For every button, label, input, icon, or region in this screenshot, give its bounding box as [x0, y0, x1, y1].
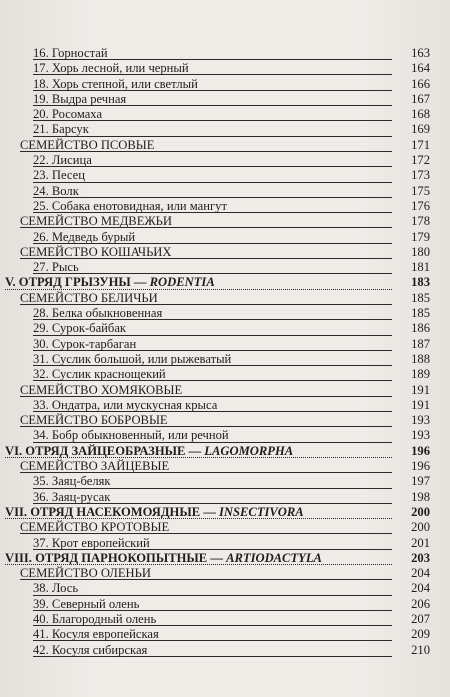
- toc-page-number: 193: [411, 428, 430, 443]
- toc-entry-label: [33, 230, 135, 245]
- toc-family-entry: [0, 245, 450, 260]
- toc-entry-title: СЕМЕЙСТВО МЕДВЕЖЬИ: [20, 214, 172, 229]
- toc-entry-title: СЕМЕЙСТВО ПСОВЫЕ: [20, 137, 155, 152]
- toc-entry-title: 36. Заяц-русак: [33, 489, 111, 504]
- leader-line: [33, 182, 392, 183]
- toc-entry-title: 20. Росомаха: [33, 107, 103, 122]
- toc-order-entry: [0, 551, 450, 566]
- toc-entry-title: 18. Хорь степной, или светлый: [33, 76, 198, 91]
- toc-entry-title: 23. Песец: [33, 168, 85, 183]
- toc-family-entry: [0, 459, 450, 474]
- toc-page-number: 185: [411, 306, 430, 321]
- toc-entry-label: [33, 337, 136, 352]
- leader-line: [33, 197, 392, 198]
- toc-page-number: 180: [411, 244, 430, 259]
- toc-entry: [0, 474, 450, 489]
- toc-page-number: 200: [411, 504, 430, 519]
- toc-entry-label: [33, 490, 110, 505]
- toc-page-number: 168: [411, 107, 430, 122]
- toc-entry-title: 34. Бобр обыкновенный, или речной: [33, 428, 229, 443]
- toc-entry: [0, 199, 450, 214]
- toc-entry: [0, 184, 450, 199]
- toc-page-number: 185: [411, 290, 430, 305]
- toc-order-entry: [0, 444, 450, 459]
- toc-entry-label: [5, 444, 293, 459]
- toc-entry-title: 32. Суслик краснощекий: [33, 367, 166, 382]
- toc-entry-title: 22. Лисица: [33, 153, 92, 168]
- toc-entry-label: [33, 61, 189, 76]
- toc-entry-label: [33, 321, 126, 336]
- toc-page-number: 173: [411, 168, 430, 183]
- toc-order-entry: [0, 275, 450, 290]
- toc-entry: [0, 306, 450, 321]
- toc-page-number: 186: [411, 321, 430, 336]
- toc-entry-title: 17. Хорь лесной, или черный: [33, 61, 189, 76]
- table-of-contents: [0, 46, 450, 658]
- toc-entry-title: VII. ОТРЯД НАСЕКОМОЯДНЫЕ —: [5, 504, 220, 519]
- toc-entry: [0, 612, 450, 627]
- toc-entry: [0, 61, 450, 76]
- toc-entry-label: [33, 306, 162, 321]
- toc-entry-title: 19. Выдра речная: [33, 91, 127, 106]
- toc-entry-title: 21. Барсук: [33, 122, 89, 137]
- toc-entry-label: [5, 275, 215, 290]
- toc-entry-title: 16. Горностай: [33, 46, 108, 60]
- toc-entry: [0, 260, 450, 275]
- toc-page-number: 189: [411, 367, 430, 382]
- toc-entry-title: 24. Волк: [33, 183, 79, 198]
- toc-entry: [0, 92, 450, 107]
- toc-entry: [0, 77, 450, 92]
- toc-page-number: 167: [411, 91, 430, 106]
- toc-entry-title: СЕМЕЙСТВО КРОТОВЫЕ: [20, 520, 170, 535]
- toc-page-number: 187: [411, 336, 430, 351]
- toc-entry-label: [33, 581, 78, 596]
- toc-entry-title: 33. Ондатра, или мускусная крыса: [33, 397, 218, 412]
- toc-entry-label: [5, 551, 322, 566]
- toc-entry: [0, 46, 450, 61]
- toc-entry-title: 40. Благородный олень: [33, 611, 157, 626]
- toc-entry-label: [20, 520, 169, 535]
- toc-entry-label: [20, 459, 169, 474]
- toc-entry-label: [33, 367, 166, 382]
- toc-entry-label: [33, 77, 198, 92]
- toc-entry-title: 25. Собака енотовидная, или мангут: [33, 198, 227, 213]
- toc-page-number: 206: [411, 596, 430, 611]
- toc-page-number: 204: [411, 566, 430, 581]
- toc-page-number: 179: [411, 229, 430, 244]
- toc-entry-title: 26. Медведь бурый: [33, 229, 136, 244]
- toc-entry: [0, 597, 450, 612]
- toc-entry: [0, 398, 450, 413]
- toc-entry-title: 30. Сурок-тарбаган: [33, 336, 137, 351]
- toc-page-number: 196: [411, 459, 430, 474]
- toc-entry-title: СЕМЕЙСТВО ОЛЕНЬИ: [20, 566, 151, 581]
- toc-page-number: 197: [411, 474, 430, 489]
- toc-entry-label: [20, 291, 158, 306]
- toc-entry-title: 37. Крот европейский: [33, 535, 150, 550]
- toc-entry-label: [33, 199, 227, 214]
- toc-entry-latin-name: ARTIODACTYLA: [226, 550, 322, 565]
- toc-page-number: 181: [411, 260, 430, 275]
- toc-entry-latin-name: LAGOMORPHA: [204, 443, 294, 458]
- toc-entry-label: [20, 413, 168, 428]
- toc-page-number: 210: [411, 642, 430, 657]
- toc-entry: [0, 122, 450, 137]
- toc-page-number: 209: [411, 627, 430, 642]
- toc-entry-label: [20, 383, 182, 398]
- toc-entry: [0, 490, 450, 505]
- toc-family-entry: [0, 214, 450, 229]
- toc-entry-label: [33, 474, 111, 489]
- toc-entry-label: [20, 566, 151, 581]
- toc-entry-title: 27. Рысь: [33, 260, 79, 275]
- toc-family-entry: [0, 413, 450, 428]
- toc-page-number: 191: [411, 382, 430, 397]
- toc-entry: [0, 536, 450, 551]
- toc-entry-label: [33, 612, 156, 627]
- toc-page-number: 198: [411, 489, 430, 504]
- toc-entry-title: 28. Белка обыкновенная: [33, 306, 163, 321]
- toc-entry: [0, 627, 450, 642]
- toc-entry: [0, 321, 450, 336]
- toc-entry-title: 38. Лось: [33, 581, 79, 596]
- toc-entry-title: СЕМЕЙСТВО ЗАЙЦЕВЫЕ: [20, 459, 170, 474]
- toc-entry-label: [33, 122, 89, 137]
- toc-entry-label: [20, 138, 154, 153]
- toc-family-entry: [0, 383, 450, 398]
- toc-entry-title: 29. Сурок-байбак: [33, 321, 127, 336]
- toc-entry-title: СЕМЕЙСТВО ХОМЯКОВЫЕ: [20, 382, 183, 397]
- toc-entry-latin-name: RODENTIA: [149, 275, 215, 290]
- toc-entry: [0, 153, 450, 168]
- toc-entry: [0, 643, 450, 658]
- toc-page-number: 183: [411, 275, 430, 290]
- toc-entry-title: СЕМЕЙСТВО БОБРОВЫЕ: [20, 413, 168, 428]
- toc-entry: [0, 367, 450, 382]
- toc-entry-label: [20, 214, 172, 229]
- toc-entry-label: [5, 505, 304, 520]
- toc-page-number: 196: [411, 443, 430, 458]
- toc-entry-title: СЕМЕЙСТВО КОШАЧЬИХ: [20, 244, 172, 259]
- toc-entry-label: [33, 398, 217, 413]
- toc-entry-label: [20, 245, 172, 260]
- toc-page-number: 207: [411, 611, 430, 626]
- toc-page-number: 204: [411, 581, 430, 596]
- toc-family-entry: [0, 520, 450, 535]
- toc-page-number: 164: [411, 61, 430, 76]
- toc-entry-label: [33, 107, 102, 122]
- toc-entry-title: 35. Заяц-беляк: [33, 474, 111, 489]
- toc-entry-title: 41. Косуля европейская: [33, 627, 159, 642]
- toc-entry: [0, 230, 450, 245]
- toc-entry: [0, 337, 450, 352]
- toc-entry-title: 39. Северный олень: [33, 596, 140, 611]
- toc-entry-label: [33, 428, 229, 443]
- leader-line: [33, 273, 392, 274]
- toc-entry-label: [33, 46, 108, 61]
- toc-entry-title: СЕМЕЙСТВО БЕЛИЧЬИ: [20, 290, 158, 305]
- toc-page-number: 166: [411, 76, 430, 91]
- toc-page-number: 171: [411, 137, 430, 152]
- toc-entry-title: 42. Косуля сибирская: [33, 642, 148, 657]
- toc-page-number: 176: [411, 198, 430, 213]
- toc-entry-title: V. ОТРЯД ГРЫЗУНЫ —: [5, 275, 150, 290]
- toc-page-number: 178: [411, 214, 430, 229]
- toc-order-entry: [0, 505, 450, 520]
- toc-page-number: 172: [411, 153, 430, 168]
- toc-entry: [0, 168, 450, 183]
- toc-entry-label: [33, 627, 159, 642]
- toc-page-number: 203: [411, 550, 430, 565]
- toc-family-entry: [0, 291, 450, 306]
- toc-entry: [0, 107, 450, 122]
- toc-entry-label: [33, 153, 92, 168]
- toc-page-number: 200: [411, 520, 430, 535]
- toc-page-number: 191: [411, 397, 430, 412]
- toc-page-number: 163: [411, 46, 430, 60]
- toc-entry-label: [33, 92, 126, 107]
- toc-page-number: 169: [411, 122, 430, 137]
- leader-line: [33, 595, 392, 596]
- toc-entry-label: [33, 597, 139, 612]
- toc-entry-label: [33, 643, 147, 658]
- toc-entry: [0, 581, 450, 596]
- toc-entry: [0, 352, 450, 367]
- toc-page-number: 188: [411, 351, 430, 366]
- toc-page-number: 193: [411, 413, 430, 428]
- toc-entry-title: VIII. ОТРЯД ПАРНОКОПЫТНЫЕ —: [5, 550, 227, 565]
- toc-entry-label: [33, 168, 85, 183]
- toc-entry-label: [33, 184, 79, 199]
- toc-entry-label: [33, 352, 231, 367]
- toc-family-entry: [0, 566, 450, 581]
- toc-entry-title: 31. Суслик большой, или рыжеватый: [33, 351, 232, 366]
- toc-entry: [0, 428, 450, 443]
- toc-page-number: 175: [411, 183, 430, 198]
- toc-entry-label: [33, 536, 150, 551]
- toc-entry-latin-name: INSECTIVORA: [219, 504, 304, 519]
- toc-entry-title: VI. ОТРЯД ЗАЙЦЕОБРАЗНЫЕ —: [5, 443, 205, 458]
- toc-family-entry: [0, 138, 450, 153]
- toc-entry-label: [33, 260, 79, 275]
- toc-page-number: 201: [411, 535, 430, 550]
